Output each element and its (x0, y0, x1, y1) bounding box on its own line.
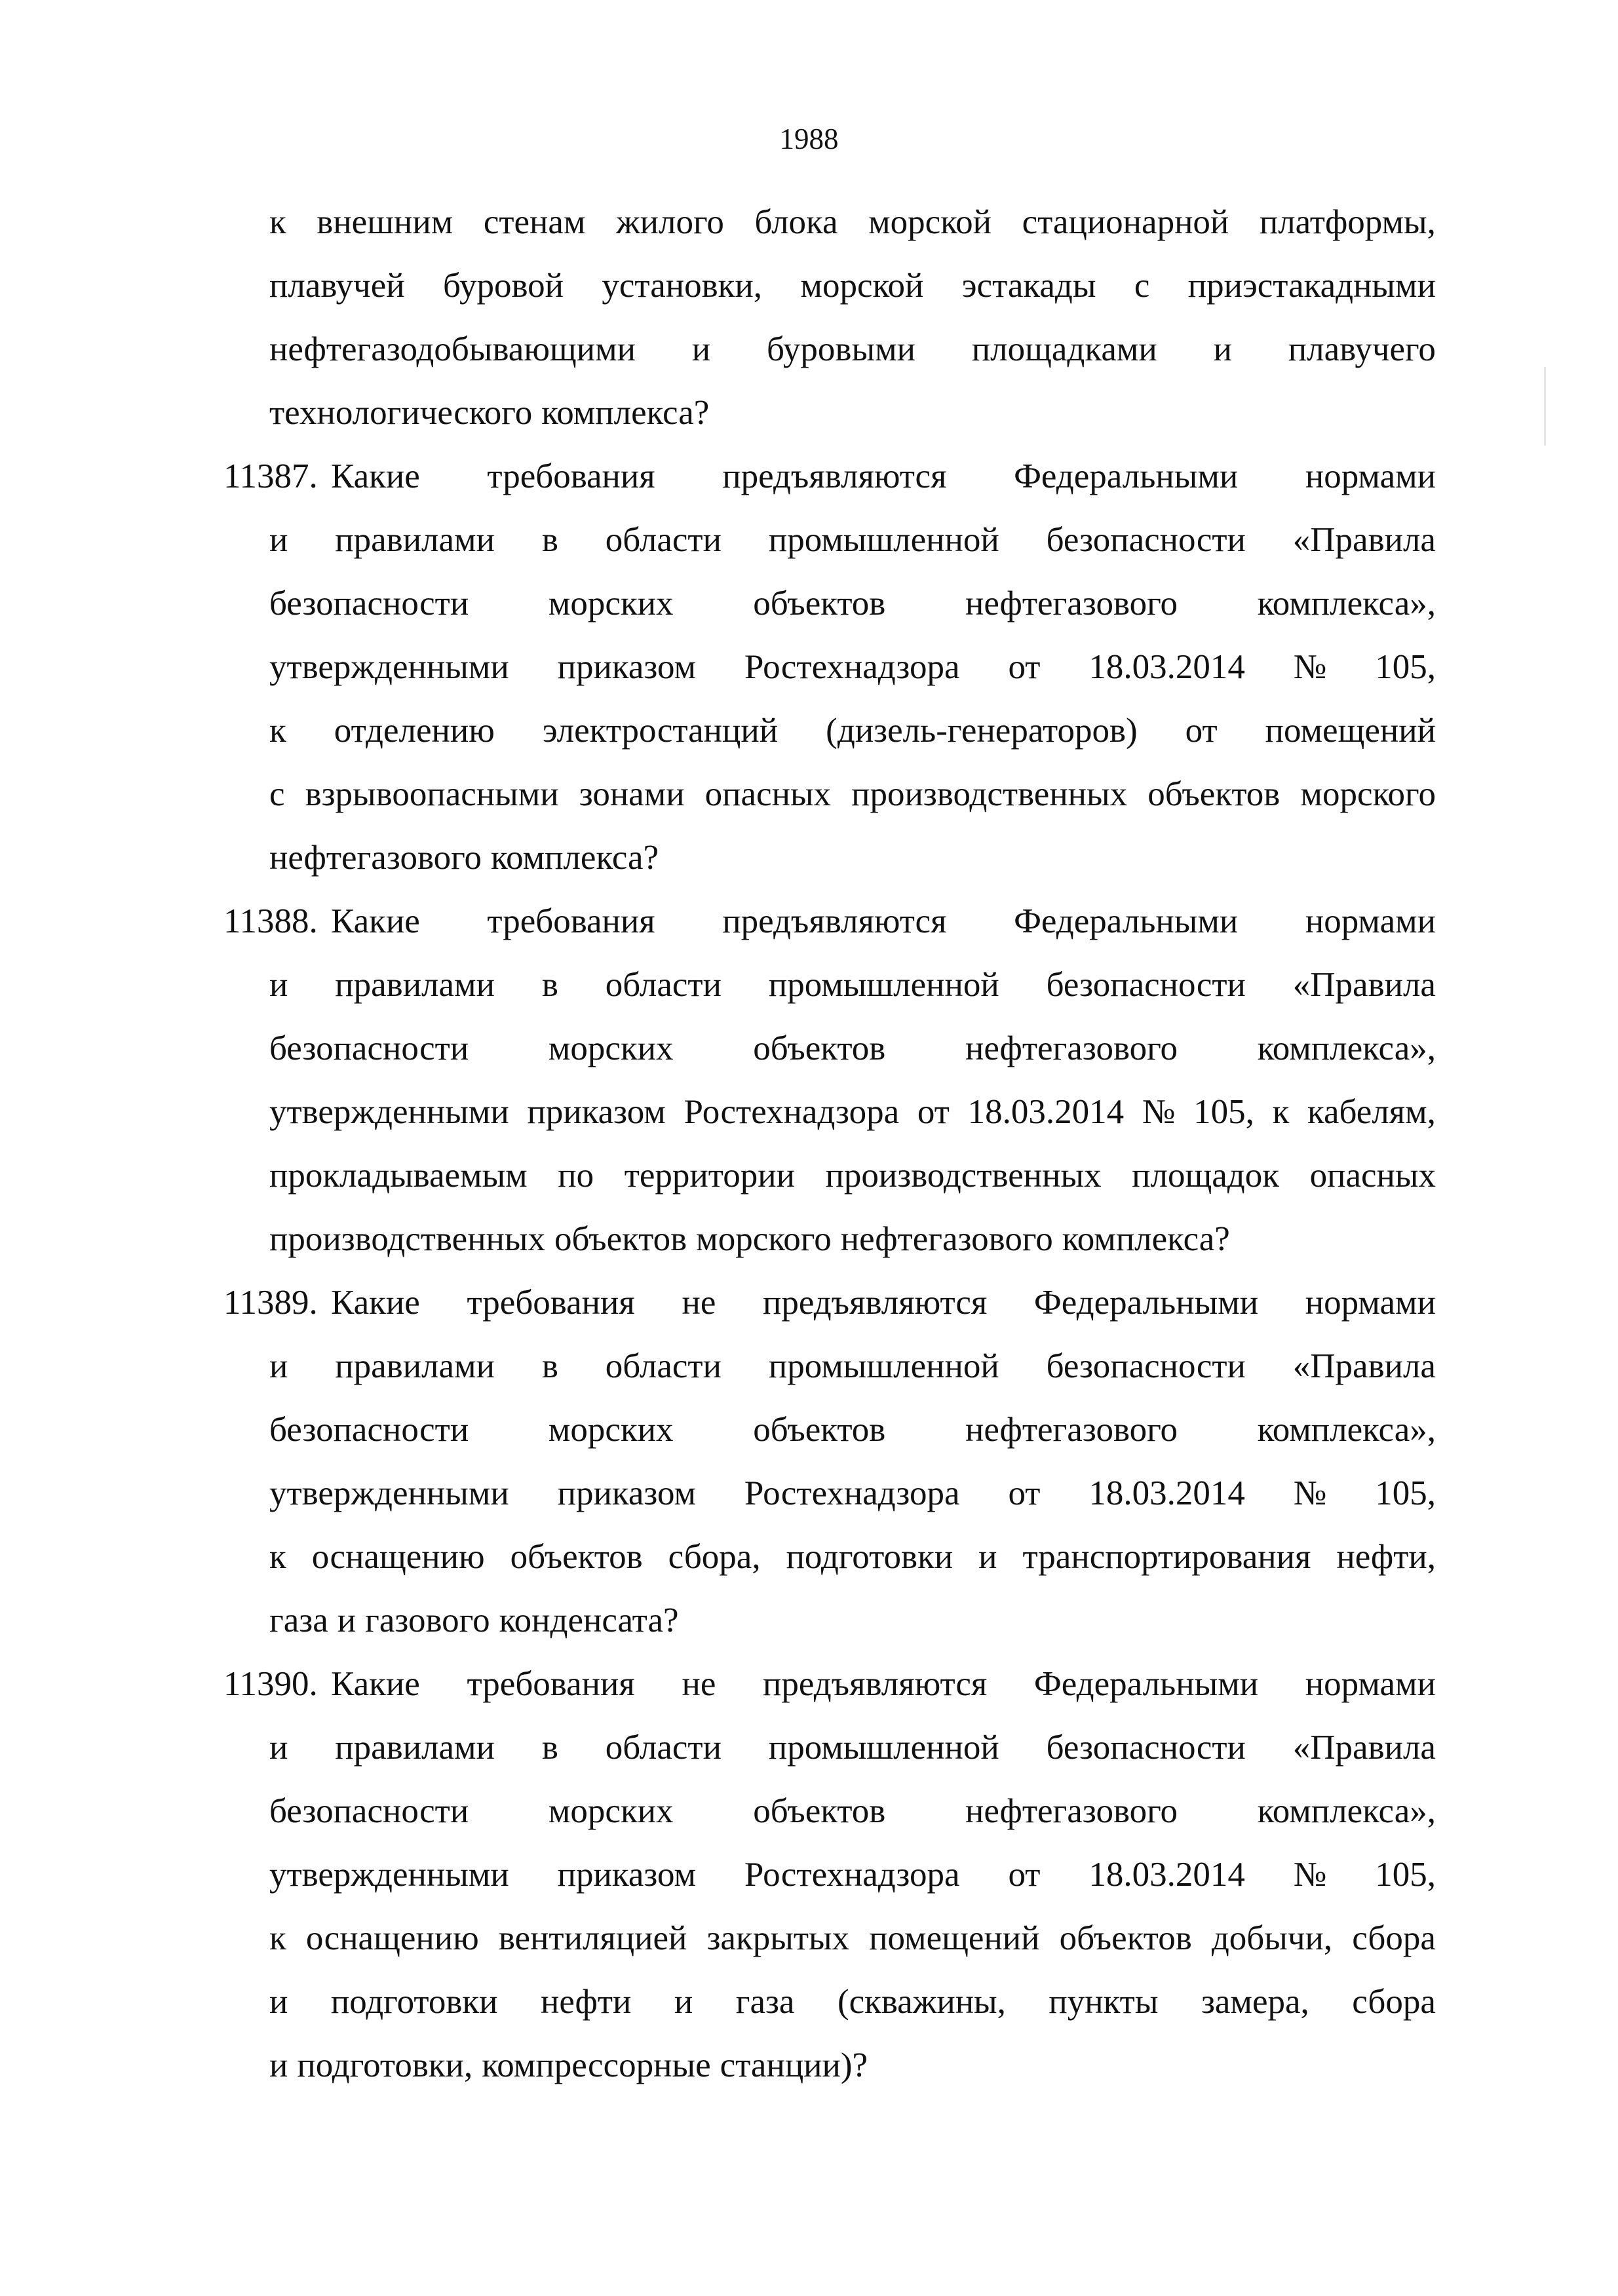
text-line: к оснащению объектов сбора, подготовки и транспортирования нефти, (269, 1538, 1436, 1576)
text-line: и подготовки, компрессорные станции)? (269, 2046, 868, 2084)
text-line: и правилами в области промышленной безопасности «Правила (269, 966, 1436, 1004)
text-line: безопасности морских объектов нефтегазового комплекса», (269, 1029, 1436, 1067)
text-line: Какие требования предъявляются Федеральными нормами (331, 902, 1436, 940)
question-number: 11390. (223, 1665, 318, 1703)
question-11387 (223, 445, 1436, 890)
text-line: производственных объектов морского нефтегазового комплекса? (269, 1220, 1230, 1258)
scan-artifact (1544, 367, 1546, 446)
text-line: утвержденными приказом Ростехнадзора от 18.03.2014 № 105, (269, 648, 1436, 686)
question-11389 (223, 1271, 1436, 1653)
question-11390 (223, 1653, 1436, 2097)
text-line: утвержденными приказом Ростехнадзора от 18.03.2014 № 105, к кабелям, (269, 1093, 1436, 1131)
text-line: технологического комплекса? (269, 394, 710, 432)
text-line: утвержденными приказом Ростехнадзора от 18.03.2014 № 105, (269, 1474, 1436, 1512)
text-line: и подготовки нефти и газа (скважины, пункты замера, сбора (269, 1983, 1436, 2021)
continuation-paragraph (269, 191, 1436, 445)
text-line: к отделению электростанций (дизель-генераторов) от помещений (269, 712, 1436, 750)
text-line: Какие требования предъявляются Федеральными нормами (331, 457, 1436, 495)
text-line: с взрывоопасными зонами опасных производственных объектов морского (269, 775, 1436, 813)
text-line: утвержденными приказом Ростехнадзора от 18.03.2014 № 105, (269, 1856, 1436, 1894)
text-line: безопасности морских объектов нефтегазового комплекса», (269, 1411, 1436, 1449)
page-number: 1988 (779, 123, 839, 155)
text-line: нефтегазового комплекса? (269, 839, 659, 877)
text-line: газа и газового конденсата? (269, 1601, 679, 1639)
text-line: Какие требования не предъявляются Федеральными нормами (331, 1284, 1436, 1322)
text-line: к оснащению вентиляцией закрытых помещений объектов добычи, сбора (269, 1919, 1436, 1957)
text-line: к внешним стенам жилого блока морской стационарной платформы, (269, 203, 1436, 241)
text-line: прокладываемым по территории производственных площадок опасных (269, 1157, 1436, 1195)
question-number: 11389. (223, 1284, 318, 1322)
text-line: плавучей буровой установки, морской эстакады с приэстакадными (269, 267, 1436, 305)
text-line: безопасности морских объектов нефтегазового комплекса», (269, 1792, 1436, 1830)
text-line: и правилами в области промышленной безопасности «Правила (269, 1347, 1436, 1385)
question-11388 (223, 890, 1436, 1271)
text-line: Какие требования не предъявляются Федеральными нормами (331, 1665, 1436, 1703)
question-number: 11387. (223, 457, 318, 495)
question-number: 11388. (223, 902, 318, 940)
text-line: и правилами в области промышленной безопасности «Правила (269, 1729, 1436, 1767)
text-line: безопасности морских объектов нефтегазового комплекса», (269, 584, 1436, 622)
text-line: и правилами в области промышленной безопасности «Правила (269, 521, 1436, 559)
text-line: нефтегазодобывающими и буровыми площадками и плавучего (269, 330, 1436, 368)
